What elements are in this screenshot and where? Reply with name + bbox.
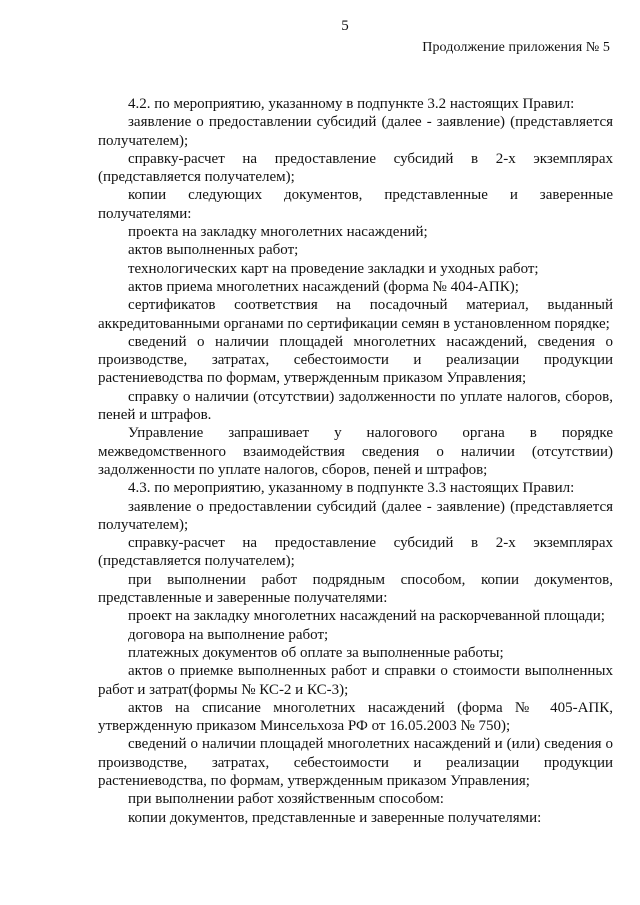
paragraph: заявление о предоставлении субсидий (далее - заявление) (представляется получателем); (98, 114, 613, 149)
paragraph: справку-расчет на предоставление субсидий в 2-х экземплярах (представляется получателем); (98, 535, 613, 570)
paragraph: справку о наличии (отсутствии) задолженности по уплате налогов, сборов, пеней и штрафов. (98, 388, 613, 424)
paragraph: сертификатов соответствия на посадочный материал, выданный аккредитованными органами по сертификации семян в установленном порядке; (98, 297, 613, 332)
document-body (98, 95, 613, 827)
paragraph: проект на закладку многолетних насаждений на раскорчеванной площади; (128, 608, 605, 625)
paragraph: актов выполненных работ; (128, 242, 299, 259)
paragraph: проекта на закладку многолетних насаждений; (128, 224, 428, 241)
paragraph: договора на выполнение работ; (128, 626, 329, 643)
paragraph: 4.3. по мероприятию, указанному в подпункте 3.3 настоящих Правил: (128, 480, 575, 497)
paragraph: технологических карт на проведение закладки и уходных работ; (128, 260, 539, 277)
paragraph: актов приема многолетних насаждений (форма № 404-АПК); (128, 278, 519, 295)
paragraph: платежных документов об оплате за выполненные работы; (128, 644, 504, 661)
paragraph: заявление о предоставлении субсидий (далее - заявление) (представляется получателем); (98, 498, 613, 533)
page-number: 5 (341, 18, 349, 34)
paragraph: при выполнении работ подрядным способом, копии документов, представленные и заверенные получателями: (98, 571, 613, 607)
paragraph: сведений о наличии площадей многолетних насаждений, сведения о производстве, затратах, себестоимости и реализации продукции растениеводства по формам, утвержденным приказом Управления; (98, 333, 613, 387)
paragraph: копии следующих документов, представленные и заверенные получателями: (98, 187, 613, 222)
paragraph: при выполнении работ хозяйственным способом: (128, 791, 444, 808)
paragraph: Управление запрашивает у налогового органа в порядке межведомственного взаимодействия сведения о наличии (отсутствии) задолженности по уплате налогов, сборов, пеней и штрафов; (98, 425, 613, 478)
paragraph: 4.2. по мероприятию, указанному в подпункте 3.2 настоящих Правил: (128, 96, 575, 112)
paragraph: справку-расчет на предоставление субсидий в 2-х экземплярах (представляется получателем); (98, 150, 613, 186)
paragraph: актов на списание многолетних насаждений (форма № 405-АПК, утвержденную приказом Минсельхоза РФ от 16.05.2003 № 750); (98, 699, 613, 735)
continuation-header: Продолжение приложения № 5 (422, 40, 610, 55)
paragraph: копии документов, представленные и заверенные получателями: (128, 809, 542, 826)
paragraph: актов о приемке выполненных работ и справки о стоимости выполненных работ и затрат(формы № КС-2 и КС-3); (98, 663, 613, 698)
paragraph: сведений о наличии площадей многолетних насаждений и (или) сведения о производстве, затратах, себестоимости и реализации продукции растениеводства, по формам, утвержденным приказом Управления; (98, 736, 613, 789)
